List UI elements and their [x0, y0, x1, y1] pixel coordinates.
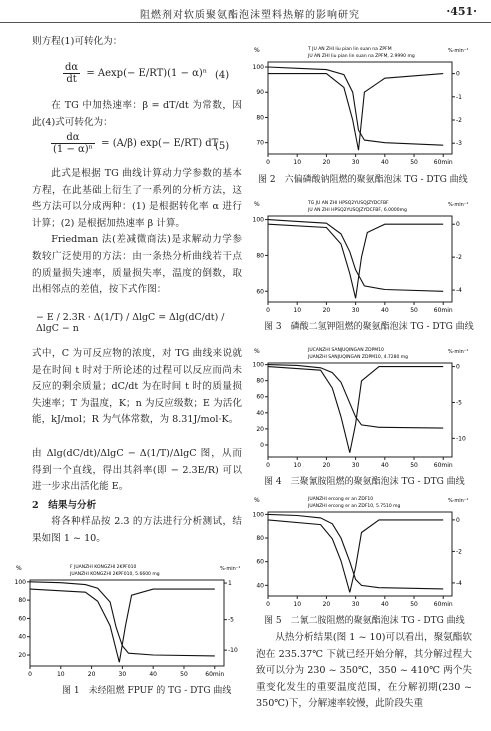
y-tick-label-left: 60 — [256, 393, 264, 401]
y-tick-label-right: -4 — [456, 287, 462, 295]
x-tick-label: 20 — [322, 159, 331, 166]
paragraph: Friedman 法(差减微商法)是求解动力学参数较广泛使用的方法：由一条热分析曲线若干点的质量损失速率，质量损失率，温度的倒数，取出相邻点的差值，按下式作图： — [32, 234, 242, 296]
equation-4 — [60, 62, 207, 85]
y-unit-left: % — [254, 201, 260, 208]
dtg-curve — [30, 589, 215, 662]
y-tick-label-right: 0 — [456, 221, 460, 229]
left-column-p6 — [32, 446, 242, 548]
y-tick-label-right: -2 — [456, 254, 462, 262]
y-unit-left: % — [16, 565, 22, 572]
y-tick-label-left: 80 — [18, 597, 26, 605]
paragraph: 在 TG 中加热速率：β = dT/dt 为常数，因此(4)式可转化为： — [32, 100, 242, 128]
y-tick-label-left: 70 — [256, 139, 264, 147]
legend-tg: TG JU AN ZHI HPSQ2YUSQJZYDCFBF — [308, 201, 389, 206]
eq4-numerator: dα — [65, 62, 79, 73]
y-tick-label-right: 1 — [228, 580, 232, 588]
x-tick-label: 0 — [266, 462, 270, 469]
legend-dtg: JU AN ZHI liu pian lin suan na ZPFM, 2.9990 mg — [308, 54, 415, 59]
legend-tg: JUCANZHI SANJUQINGAN ZDPM10 — [308, 348, 384, 353]
y-tick-label-right: -3 — [456, 140, 462, 148]
x-tick-label: 30 — [351, 601, 360, 608]
y-unit-right: %·min⁻¹ — [220, 566, 241, 572]
tg-curve — [268, 220, 443, 292]
legend-dtg: JUANZHI SANJUQINGAN ZDPM10, 4.7280 mg — [308, 355, 409, 360]
y-tick-label-left: 40 — [18, 633, 26, 641]
y-tick-label-right: -1 — [456, 93, 462, 101]
x-tick-label: 50 — [410, 462, 418, 469]
paragraph: 式中，C 为可反应物的浓度，对 TG 曲线来说就是在时间 t 时对于所论述的过程可以反应而尚未反应的剩余质量；dC/dt 为在时间 t 时的质量损失速率；T 为温度，K；n 为反应级数；E 为活化能，kJ/mol；R 为气体常数，为 8.31J/mol·K。 — [32, 348, 242, 426]
y-tick-label-right: -5 — [228, 616, 234, 624]
x-tick-label: 20 — [322, 462, 331, 469]
right-column-p8 — [256, 630, 472, 713]
paragraph: 从热分析结果(图 1 ~ 10)可以看出，聚氨酯软泡在 235.37℃ 下就已经开始分解，其分解过程大致可以分为 230 ~ 350℃，350 ~ 410℃ 两个失重变化发生的重要温度范围，在分解初期(230 ~ 350℃)下，分解速率较慢，此阶段失重 — [256, 632, 472, 710]
y-tick-label-left: 0 — [260, 441, 264, 449]
tg-curve — [268, 514, 443, 589]
y-tick-label-left: 80 — [256, 377, 264, 385]
x-tick-label: 40 — [381, 601, 389, 608]
x-tick-label: 10 — [56, 671, 65, 678]
plot-frame — [268, 363, 452, 457]
y-tick-label-left: 20 — [18, 652, 26, 660]
tg-dtg-svg — [14, 560, 246, 680]
y-tick-label-left: 100 — [14, 578, 26, 586]
eq5-denominator: (1 − α)ⁿ — [53, 144, 93, 155]
x-tick-label: 40 — [149, 671, 157, 678]
figure-2-caption: 图 2 六偏磷酸钠阻燃的聚氨酯泡沫 TG - DTG 曲线 — [258, 175, 468, 185]
figure-4-chart — [252, 343, 474, 471]
tg-dtg-svg — [252, 492, 474, 610]
y-tick-label-left: 100 — [252, 511, 264, 519]
y-tick-label-left: 80 — [256, 114, 264, 122]
figure-4-caption: 图 4 三聚氰胺阻燃的聚氨酯泡沫 TG - DTG 曲线 — [264, 477, 465, 487]
dtg-curve — [268, 520, 443, 593]
legend-tg: T JU AN ZHI liu pian lin suan na ZPFM — [308, 47, 392, 52]
page-header — [0, 4, 491, 23]
y-unit-left: % — [254, 348, 260, 355]
legend-dtg: JU AN ZHI HPSQ2YUSQJZYDCFBF, 6.0000mg — [308, 208, 407, 213]
x-tick-label: 0 — [28, 671, 32, 678]
equation-6: − E / 2.3R · Δ(1/T) / ΔlgC = Δlg(dC/dt) / ΔlgC − n — [36, 312, 225, 334]
x-tick-label: 50 — [410, 159, 418, 166]
figure-3-caption: 图 3 磷酸二氢钾阻燃的聚氨酯泡沫 TG - DTG 曲线 — [264, 322, 474, 332]
x-tick-label: 60min — [433, 601, 453, 608]
x-tick-label: 10 — [293, 159, 302, 166]
figure-5-chart — [252, 492, 474, 610]
figure-3-chart — [252, 196, 474, 316]
section-heading: 2 结果与分析 — [32, 499, 97, 511]
y-tick-label-right: 0 — [456, 516, 460, 524]
paragraph: 则方程(1)可转化为： — [32, 36, 123, 47]
left-column-p3 — [32, 166, 242, 299]
x-tick-label: 30 — [351, 307, 360, 314]
dtg-curve — [268, 367, 443, 453]
plot-frame — [30, 580, 224, 666]
y-tick-label-left: 20 — [256, 425, 264, 433]
y-unit-right: %·min⁻¹ — [448, 48, 469, 54]
x-tick-label: 60min — [205, 671, 225, 678]
figure-5-caption: 图 5 二氰二胺阻燃的聚氨酯泡沫 TG - DTG 曲线 — [264, 616, 465, 626]
tg-dtg-svg — [252, 42, 474, 168]
eq5-numerator: dα — [51, 132, 95, 144]
paragraph: 由 Δlg(dC/dt)/ΔlgC − Δ(1/T)/ΔlgC 图，从而得到一个直线，得出其斜率(即 − 2.3E/R) 可以进一步求出活化能 E。 — [32, 448, 242, 493]
x-tick-label: 50 — [410, 601, 418, 608]
y-tick-label-right: -5 — [456, 399, 462, 407]
left-column-top — [32, 34, 242, 51]
x-tick-label: 60min — [433, 307, 453, 314]
y-tick-label-left: 40 — [256, 409, 264, 417]
x-tick-label: 30 — [351, 462, 360, 469]
y-tick-label-left: 90 — [256, 89, 264, 97]
y-unit-right: %·min⁻¹ — [448, 349, 469, 355]
y-tick-label-right: -10 — [228, 647, 238, 655]
y-tick-label-right: 0 — [456, 363, 460, 371]
x-tick-label: 40 — [381, 159, 389, 166]
y-tick-label-right: -10 — [456, 435, 466, 443]
left-column-p5 — [32, 346, 242, 429]
x-tick-label: 30 — [118, 671, 127, 678]
figure-1-caption: 图 1 未经阻燃 FPUF 的 TG - DTG 曲线 — [62, 686, 232, 696]
y-unit-left: % — [254, 497, 260, 504]
y-tick-label-right: -4 — [456, 579, 462, 587]
equation-5 — [48, 132, 218, 155]
x-tick-label: 50 — [180, 671, 188, 678]
x-tick-label: 60min — [433, 159, 453, 166]
tg-dtg-svg — [252, 343, 474, 471]
p6-start: 由 — [32, 448, 43, 459]
dtg-curve — [268, 224, 443, 298]
y-tick-label-right: -2 — [456, 117, 462, 125]
eq5-number: (5) — [215, 141, 230, 152]
x-tick-label: 0 — [266, 307, 270, 314]
y-tick-label-left: 100 — [252, 216, 264, 224]
y-tick-label-left: 80 — [256, 252, 264, 260]
y-tick-label-left: 60 — [256, 558, 264, 566]
paragraph: 此式是根据 TG 曲线计算动力学参数的基本方程，在此基础上衍生了一系列的分析方法，这些方法可以分成两种：(1) 是根据转化率 α 进行计算；(2) 是根据加热速率 β 计算。 — [32, 168, 242, 229]
eq5-rhs: = (A/β) exp(− E/RT) dT — [101, 138, 219, 149]
y-tick-label-left: 100 — [252, 361, 264, 369]
y-tick-label-right: -2 — [456, 548, 462, 556]
eq4-rhs: = Aexp(− E/RT)(1 − α)ⁿ — [86, 68, 208, 79]
tg-curve — [268, 365, 443, 429]
y-tick-label-left: 60 — [256, 288, 264, 296]
x-tick-label: 20 — [322, 307, 331, 314]
left-column-p2 — [32, 98, 242, 131]
page-number: ·451· — [446, 5, 477, 18]
eq4-number: (4) — [215, 70, 230, 81]
x-tick-label: 10 — [293, 307, 302, 314]
legend-tg: JUANZHI ercong er an ZDF10 — [308, 497, 374, 502]
x-tick-label: 30 — [351, 159, 360, 166]
x-tick-label: 20 — [87, 671, 96, 678]
y-unit-left: % — [254, 47, 260, 54]
x-tick-label: 20 — [322, 601, 331, 608]
p6-rest: 图，从而得到一个直线，得出其斜率(即 − 2.3E/R) 可以进一步求出活化能 E。 — [32, 448, 242, 493]
figure-2-chart — [252, 42, 474, 168]
x-tick-label: 50 — [410, 307, 418, 314]
x-tick-label: 0 — [266, 159, 270, 166]
y-tick-label-left: 40 — [256, 582, 264, 590]
x-tick-label: 60min — [433, 462, 453, 469]
legend-tg: F JUANZHI KONGZHI 2KPF010 — [70, 565, 137, 570]
x-tick-label: 40 — [381, 307, 389, 314]
eq4-denominator: dt — [66, 74, 77, 85]
legend-dtg: JUANZHI KONGZHI 2KPF010, 5.6600 mg — [70, 572, 160, 577]
paragraph: 将各种样品按 2.3 的方法进行分析测试，结果如图 1 ~ 10。 — [32, 516, 242, 544]
running-title: 阻燃剂对软质聚氨酯泡沫塑料热解的影响研究 — [140, 10, 360, 21]
figure-1-chart — [14, 560, 246, 680]
x-tick-label: 10 — [293, 601, 302, 608]
y-tick-label-left: 100 — [252, 64, 264, 72]
y-unit-right: %·min⁻¹ — [448, 202, 469, 208]
x-tick-label: 10 — [293, 462, 302, 469]
plot-frame — [268, 216, 452, 302]
tg-dtg-svg — [252, 196, 474, 316]
y-tick-label-left: 60 — [18, 615, 26, 623]
y-tick-label-left: 80 — [256, 535, 264, 543]
y-tick-label-right: 0 — [456, 70, 460, 78]
x-tick-label: 0 — [266, 601, 270, 608]
legend-dtg: JUANZHI ercong er an ZDF10, 5.7510 mg — [308, 504, 401, 509]
y-unit-right: %·min⁻¹ — [448, 498, 469, 504]
x-tick-label: 40 — [381, 462, 389, 469]
